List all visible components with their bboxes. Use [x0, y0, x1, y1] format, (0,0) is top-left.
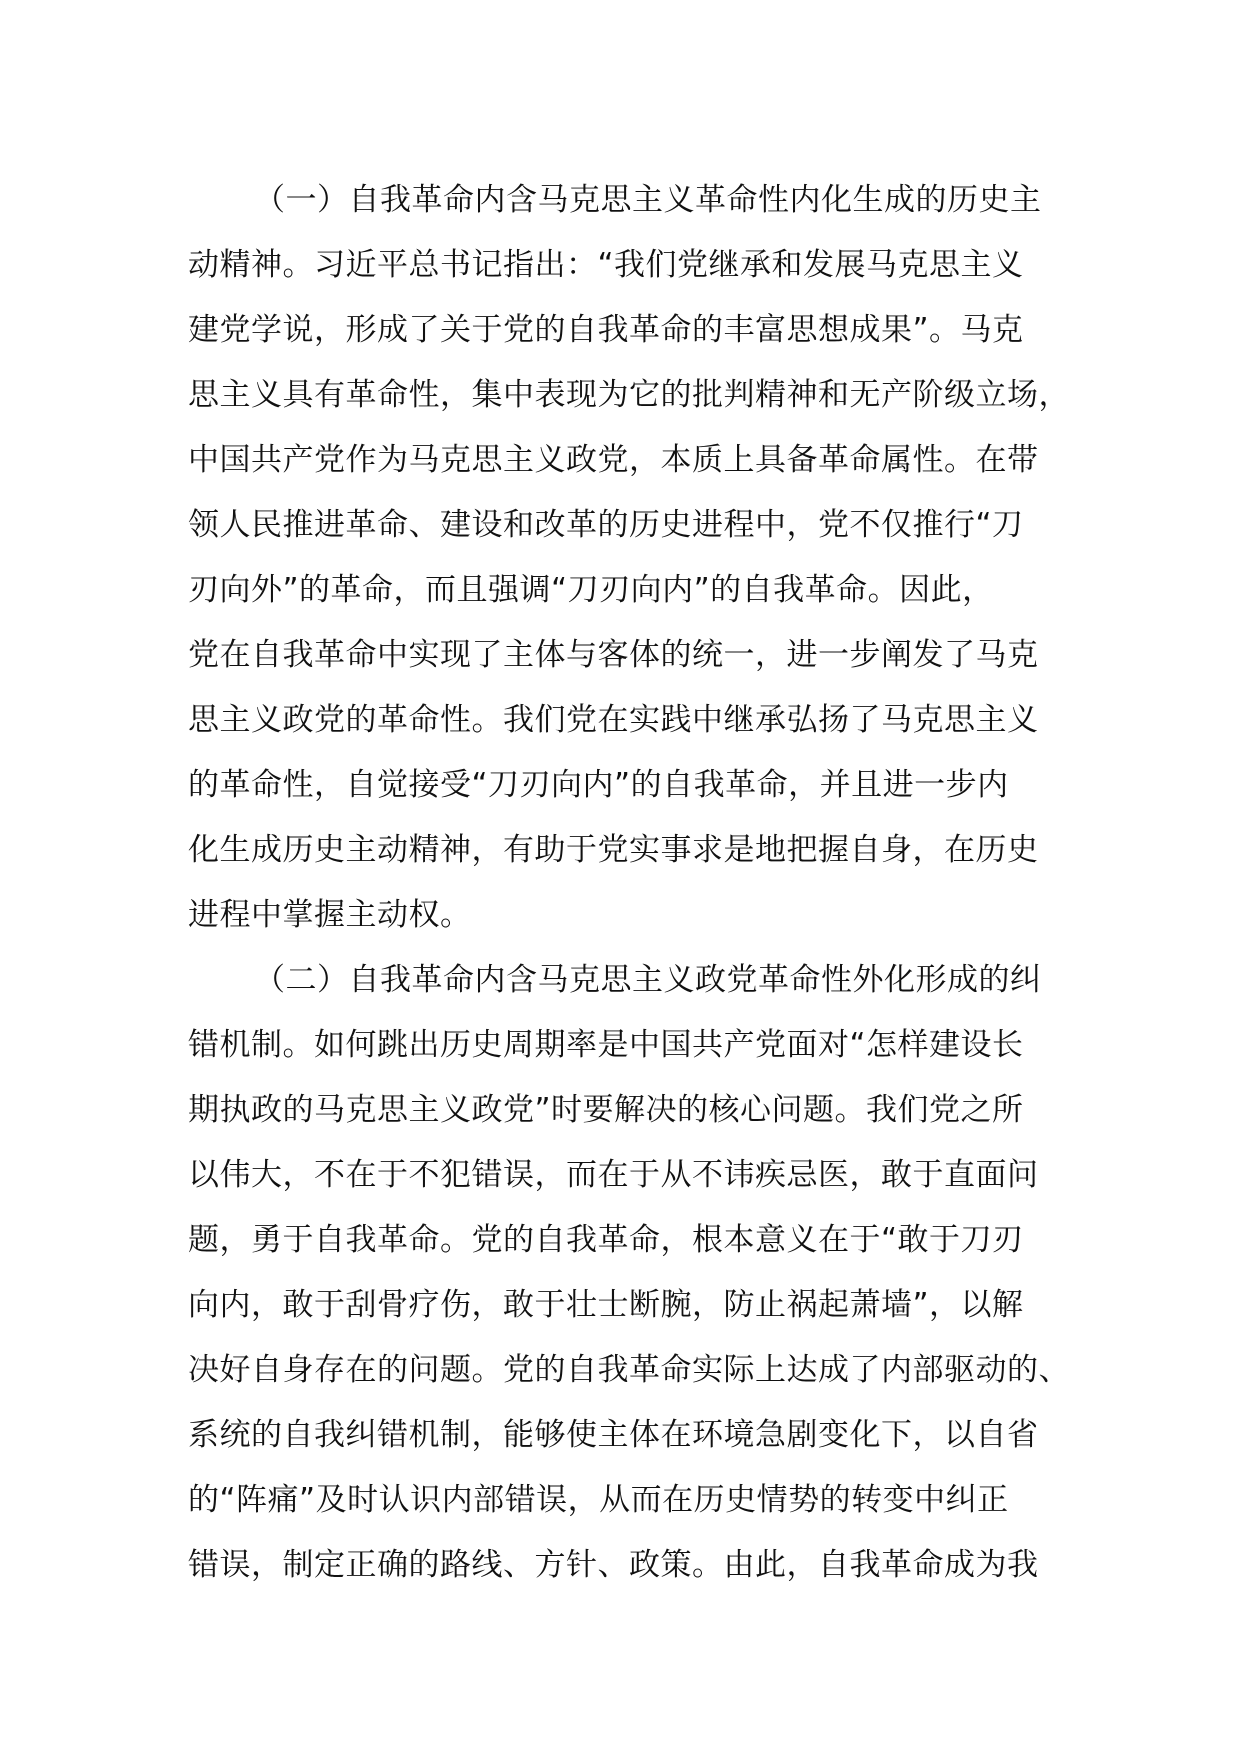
text-line: 中国共产党作为马克思主义政党，本质上具备革命属性。在带 [188, 442, 1039, 478]
text-line: 的“阵痛”及时认识内部错误，从而在历史情势的转变中纠正 [188, 1482, 1009, 1518]
paragraph-1-heading-line: （一）自我革命内含马克思主义革命性内化生成的历史主 [254, 182, 1042, 218]
paragraph-2-heading-line: （二）自我革命内含马克思主义政党革命性外化形成的纠 [254, 962, 1042, 998]
text-line: 刃向外”的革命，而且强调“刀刃向内”的自我革命。因此， [188, 572, 994, 608]
document-body [188, 168, 1068, 1598]
text-line: 期执政的马克思主义政党”时要解决的核心问题。我们党之所 [188, 1092, 1024, 1128]
text-line: 以伟大，不在于不犯错误，而在于从不讳疾忌医，敢于直面问 [188, 1157, 1039, 1193]
text-line: 向内，敢于刮骨疗伤，敢于壮士断腕，防止祸起萧墙”，以解 [188, 1287, 1024, 1323]
text-line: 动精神。习近平总书记指出：“我们党继承和发展马克思主义 [188, 247, 1024, 283]
text-line: 化生成历史主动精神，有助于党实事求是地把握自身，在历史 [188, 832, 1039, 868]
text-line: 进程中掌握主动权。 [188, 897, 472, 933]
text-line: 思主义具有革命性，集中表现为它的批判精神和无产阶级立场， [188, 377, 1070, 413]
text-line: 建党学说，形成了关于党的自我革命的丰富思想成果”。马克 [188, 312, 1024, 348]
text-line: 的革命性，自觉接受“刀刃向内”的自我革命，并且进一步内 [188, 767, 1009, 803]
text-line: 领人民推进革命、建设和改革的历史进程中，党不仅推行“刀 [188, 507, 1024, 543]
text-line: 题，勇于自我革命。党的自我革命，根本意义在于“敢于刀刃 [188, 1222, 1024, 1258]
text-line: 错误，制定正确的路线、方针、政策。由此，自我革命成为我 [188, 1547, 1039, 1583]
text-line: 党在自我革命中实现了主体与客体的统一，进一步阐发了马克 [188, 637, 1039, 673]
text-line: 决好自身存在的问题。党的自我革命实际上达成了内部驱动的、 [188, 1352, 1070, 1388]
text-line: 错机制。如何跳出历史周期率是中国共产党面对“怎样建设长 [188, 1027, 1024, 1063]
text-line: 系统的自我纠错机制，能够使主体在环境急剧变化下，以自省 [188, 1417, 1039, 1453]
text-line: 思主义政党的革命性。我们党在实践中继承弘扬了马克思主义 [188, 702, 1039, 738]
